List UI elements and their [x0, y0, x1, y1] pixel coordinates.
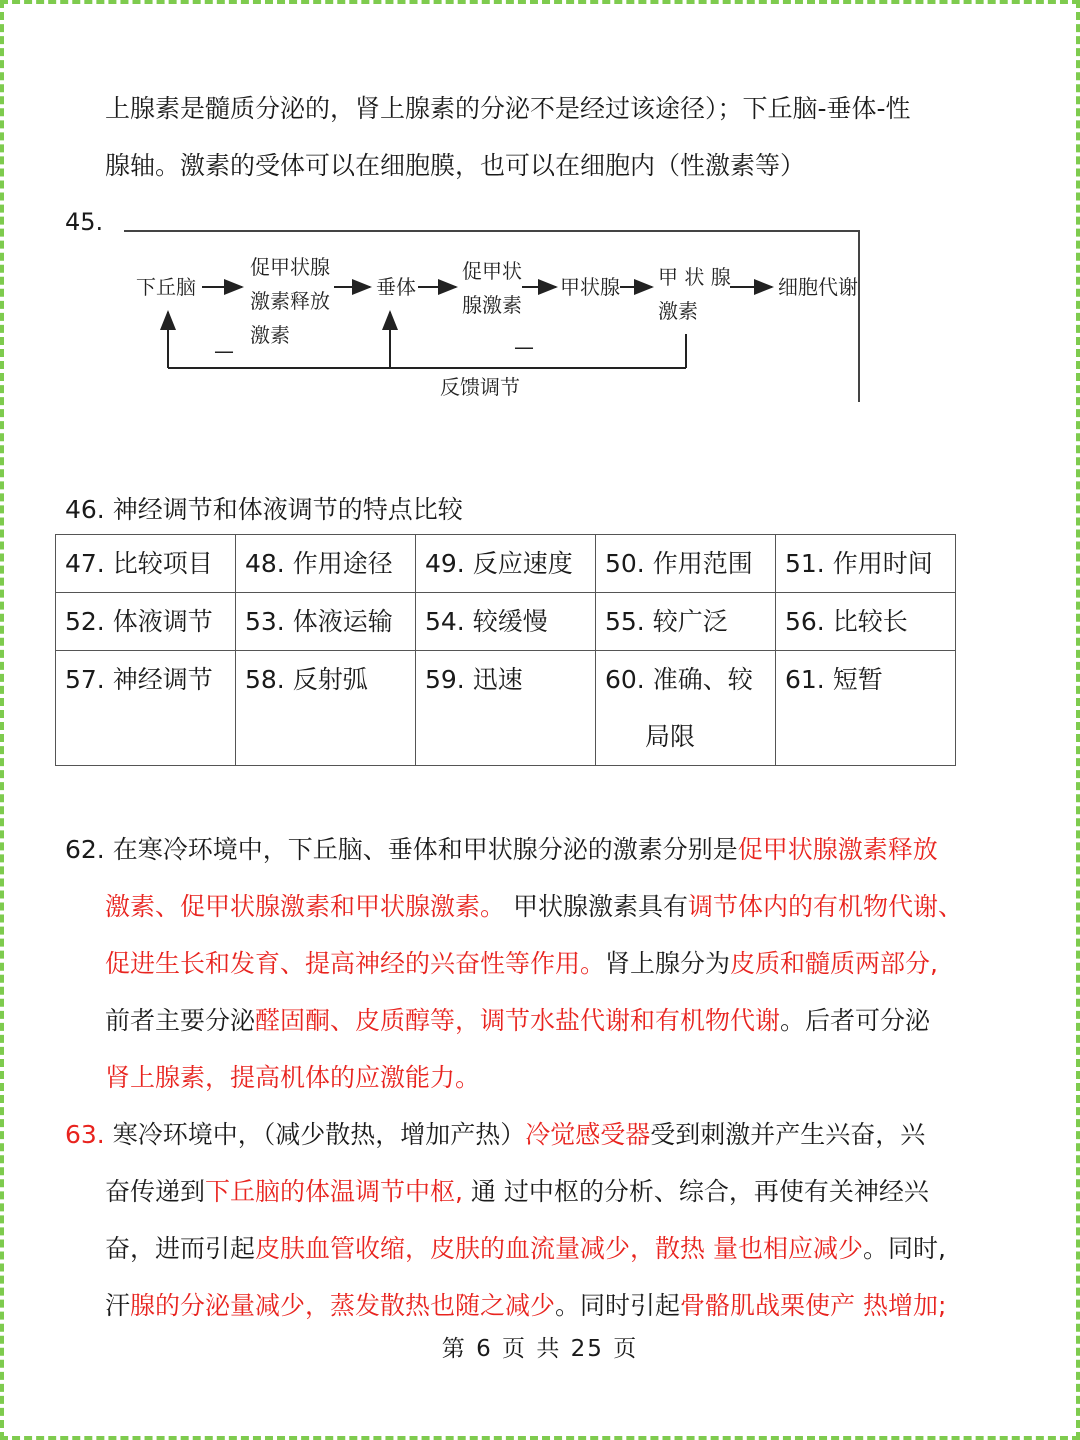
node-trh-line2: 激素释放	[250, 289, 330, 313]
node-pituitary: 垂体	[376, 275, 416, 299]
item-46-heading: 46. 神经调节和体液调节的特点比较	[65, 495, 463, 524]
scope-line-2: 局限	[645, 722, 696, 751]
item-62-red: 调节体内的有机物代谢、	[687, 892, 963, 921]
node-thyroid: 甲状腺	[560, 275, 620, 299]
item-63-text: 汗	[105, 1291, 131, 1320]
item-62-red: 醛固酮、皮质醇等，调节水盐代谢和有机物代谢	[255, 1006, 781, 1035]
node-trh-line1: 促甲状腺	[250, 255, 330, 279]
item-62-text: 前者主要分泌	[105, 1006, 256, 1035]
item-63-line-2	[105, 1163, 1025, 1220]
node-th-line2: 激素	[658, 299, 698, 323]
item-63-text: 奋传递到	[105, 1177, 206, 1206]
comparison-table	[55, 534, 956, 766]
item-63-text: 受到刺激并产生兴奋，兴	[650, 1120, 926, 1149]
table-cell: 59. 迅速	[416, 651, 596, 766]
table-cell: 48. 作用途径	[236, 535, 416, 593]
table-cell: 54. 较缓慢	[416, 593, 596, 651]
table-cell: 50. 作用范围	[596, 535, 776, 593]
intro-line-1: 上腺素是髓质分泌的，肾上腺素的分泌不是经过该途径）；下丘脑-垂体-性	[105, 94, 911, 123]
table-cell: 53. 体液运输	[236, 593, 416, 651]
item-63-red: 下丘脑的体温调节中枢,	[205, 1177, 463, 1206]
table-cell: 49. 反应速度	[416, 535, 596, 593]
item-63-line-1	[65, 1106, 1025, 1163]
item-63-red: 皮肤血管收缩，皮肤的血流量减少，散热 量也相应减少	[255, 1234, 863, 1263]
intro-paragraph	[105, 80, 1025, 194]
page-number-footer: 第 6 页 共 25 页	[441, 1336, 639, 1362]
item-62-text: 。后者可分泌	[780, 1006, 931, 1035]
item-62-line-3	[105, 935, 1025, 992]
item-63-text: 寒冷环境中，（减少散热，增加产热）	[104, 1120, 526, 1149]
item-62-line-1	[65, 821, 1025, 878]
item-63-text: 奋，进而引起	[105, 1234, 256, 1263]
item-63-number: 63.	[65, 1120, 105, 1149]
item-62-line-4	[105, 992, 1025, 1049]
table-cell: 56. 比较长	[776, 593, 956, 651]
table-cell: 57. 神经调节	[56, 651, 236, 766]
node-th-line1: 甲 状 腺	[658, 265, 731, 289]
item-62-text: 62. 在寒冷环境中，下丘脑、垂体和甲状腺分泌的激素分别是	[65, 835, 738, 864]
scope-line-1: 60. 准确、较	[605, 665, 753, 694]
flow-svg	[124, 230, 860, 402]
item-62-line-5	[105, 1049, 1025, 1106]
node-hypothalamus: 下丘脑	[136, 275, 196, 299]
table-cell: 58. 反射弧	[236, 651, 416, 766]
feedback-label: 反馈调节	[440, 375, 520, 399]
item-62-text: 肾上腺分为	[605, 949, 731, 978]
item-63-red: 腺的分泌量减少，蒸发散热也随之减少	[130, 1291, 556, 1320]
item-62-red: 激素、促甲状腺激素和甲状腺激素。	[105, 892, 506, 921]
hormone-flow-diagram	[124, 230, 860, 402]
table-cell: 47. 比较项目	[56, 535, 236, 593]
item-62-line-2	[105, 878, 1025, 935]
node-trh-line3: 激素	[250, 323, 290, 347]
item-63-text: 。同时,	[862, 1234, 946, 1263]
table-row	[56, 651, 956, 766]
item-45-number: 45.	[65, 208, 104, 236]
table-cell: 55. 较广泛	[596, 593, 776, 651]
node-tsh-line1: 促甲状	[462, 259, 522, 283]
item-63-red: 冷觉感受器	[525, 1120, 651, 1149]
minus-sign-2: —	[514, 335, 534, 359]
intro-line-2: 腺轴。激素的受体可以在细胞膜，也可以在细胞内（性激素等）	[105, 151, 806, 180]
table-row	[56, 593, 956, 651]
item-62-text: 甲状腺激素具有	[505, 892, 688, 921]
table-cell-scope	[596, 651, 776, 766]
table-cell: 52. 体液调节	[56, 593, 236, 651]
table-cell: 51. 作用时间	[776, 535, 956, 593]
node-tsh-line2: 腺激素	[462, 293, 522, 317]
item-62-red: 皮质和髓质两部分,	[730, 949, 938, 978]
item-62-red: 促进生长和发育、提高神经的兴奋性等作用。	[105, 949, 606, 978]
item-63-red: 骨骼肌战栗使产 热增加;	[680, 1291, 947, 1320]
item-63-line-3	[105, 1220, 1025, 1277]
node-metabolism: 细胞代谢	[778, 275, 858, 299]
item-62-red: 肾上腺素，提高机体的应激能力。	[105, 1063, 481, 1092]
item-62-red: 促甲状腺激素释放	[737, 835, 938, 864]
minus-sign-1: —	[214, 339, 234, 363]
item-63-text: 。同时引起	[555, 1291, 681, 1320]
item-63-line-4	[105, 1277, 1025, 1334]
table-cell: 61. 短暂	[776, 651, 956, 766]
table-header-row	[56, 535, 956, 593]
item-63-text: 通 过中枢的分析、综合，再使有关神经兴	[462, 1177, 929, 1206]
